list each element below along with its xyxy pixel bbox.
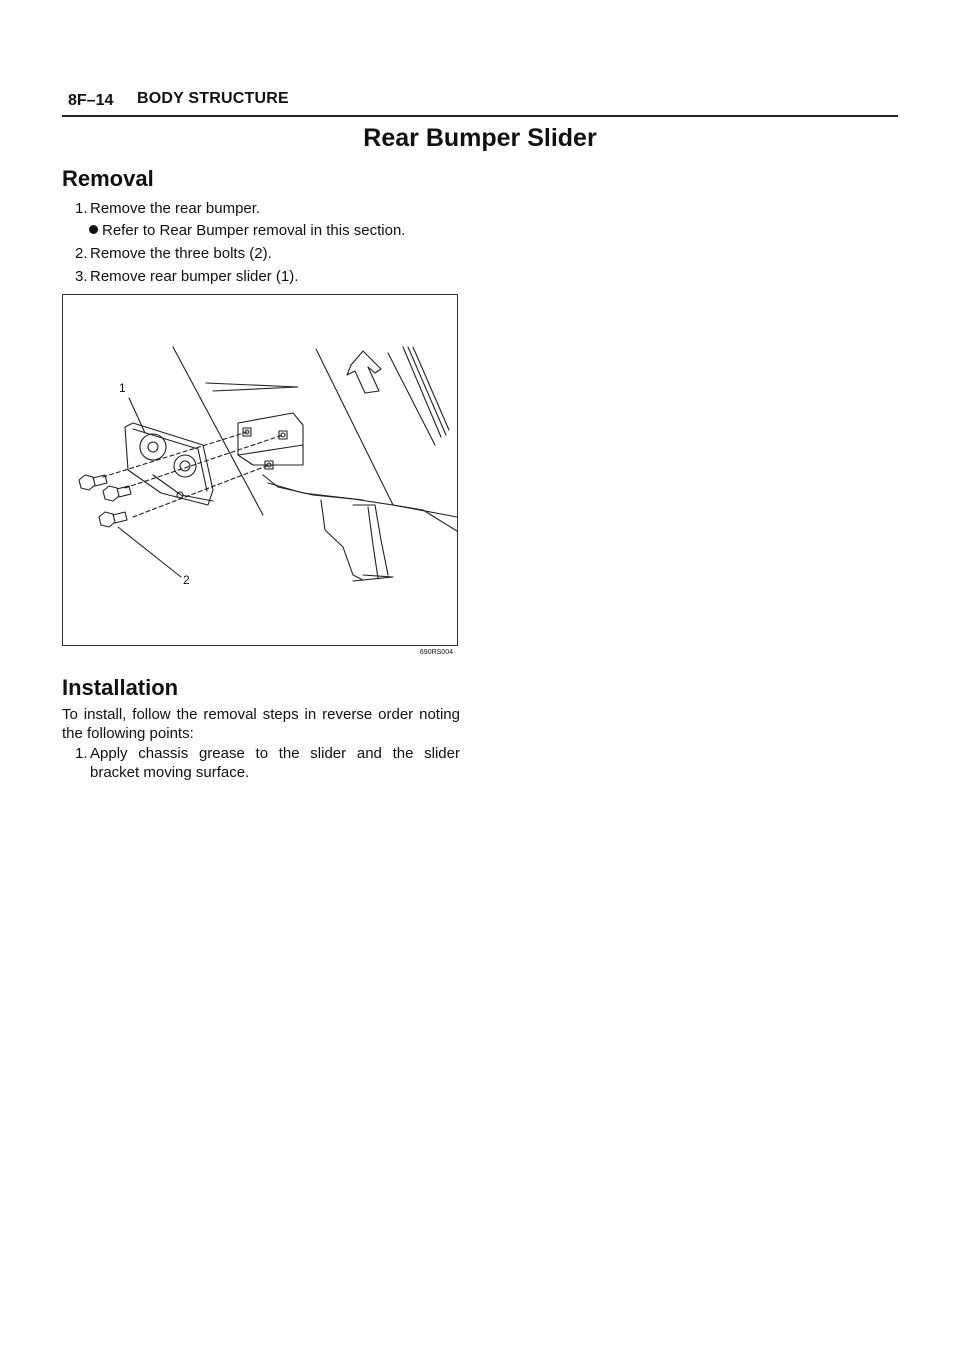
figure-code: 690RS004 — [419, 649, 453, 656]
step-text-line-2: bracket moving surface. — [90, 764, 250, 781]
installation-step-1 — [75, 744, 460, 782]
removal-heading: Removal — [62, 166, 154, 191]
step-text: Remove the three bolts (2). — [90, 245, 272, 262]
callout-2: 2 — [183, 573, 190, 587]
removal-step-1 — [75, 200, 260, 218]
step-number: 1. — [75, 200, 88, 217]
page-number: 8F–14 — [68, 92, 114, 109]
callout-1: 1 — [119, 381, 126, 395]
step-number: 1. — [75, 745, 88, 762]
step-number: 3. — [75, 268, 88, 285]
step-number: 2. — [75, 245, 88, 262]
step-text: Remove rear bumper slider (1). — [90, 268, 299, 285]
step-text-line-1: Apply chassis grease to the slider and the slider — [90, 745, 460, 762]
page-header — [62, 90, 898, 118]
header-divider — [62, 115, 898, 117]
bumper-slider-drawing — [63, 295, 457, 645]
section-title: BODY STRUCTURE — [137, 90, 289, 107]
note-text: Refer to Rear Bumper removal in this section. — [102, 222, 406, 239]
installation-heading: Installation — [62, 675, 179, 700]
removal-step-3 — [75, 268, 298, 286]
bullet-icon — [89, 225, 98, 234]
page-title: Rear Bumper Slider — [363, 124, 597, 152]
step-text: Remove the rear bumper. — [90, 200, 261, 217]
removal-step-2 — [75, 245, 272, 263]
removal-note — [89, 222, 405, 240]
slider-illustration — [62, 294, 458, 656]
installation-intro: To install, follow the removal steps in reverse order noting the following points: — [62, 706, 460, 742]
